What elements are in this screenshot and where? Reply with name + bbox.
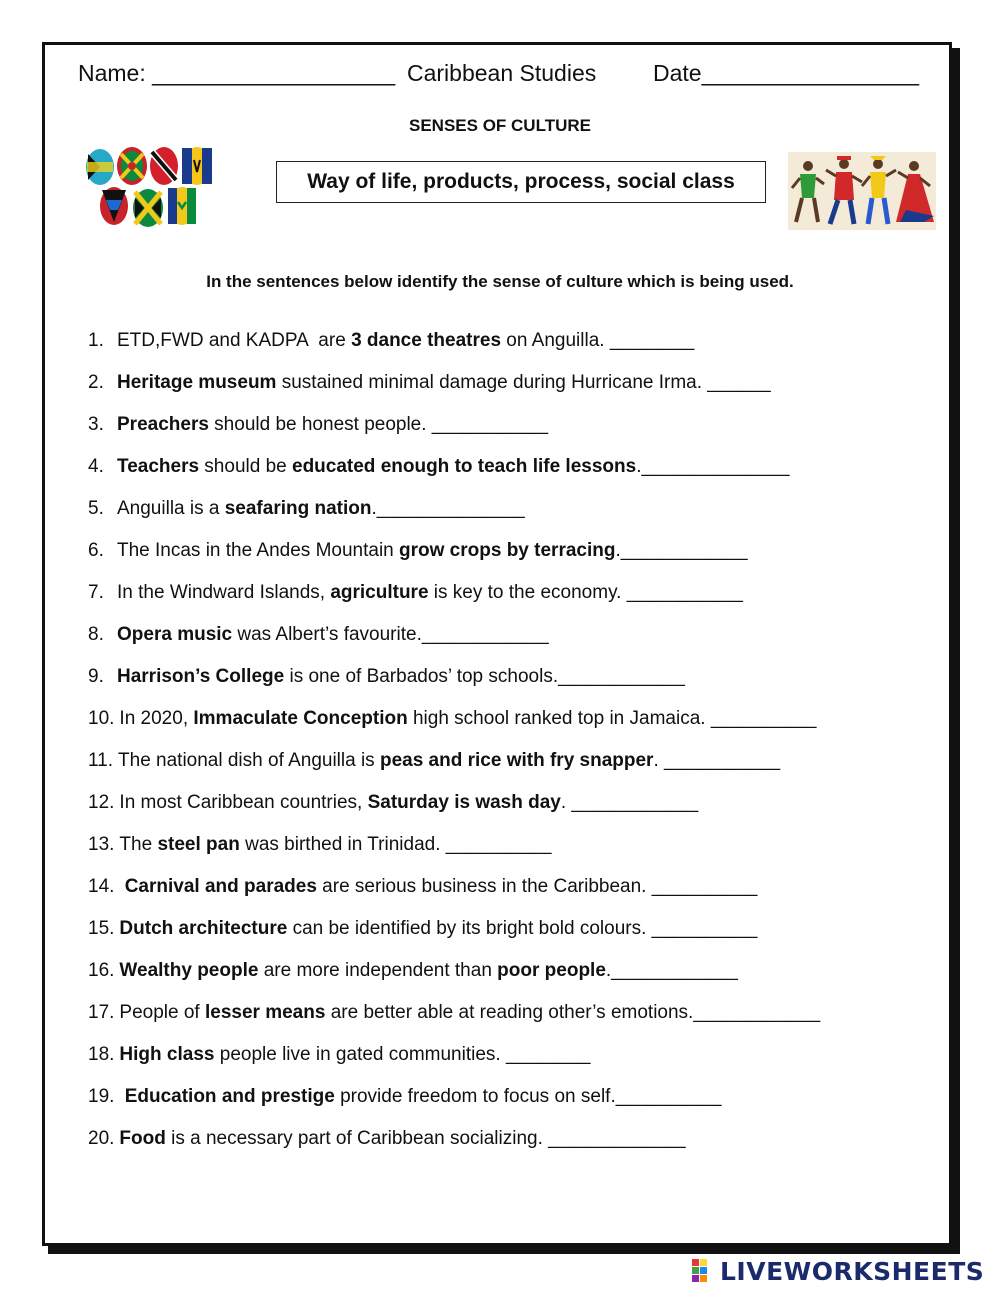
question-text[interactable] — [117, 328, 694, 370]
question-item — [88, 496, 948, 538]
question-text[interactable] — [117, 664, 685, 706]
question-text[interactable] — [117, 412, 548, 454]
question-item — [88, 958, 948, 1000]
question-fragment: on Anguilla. ________ — [501, 330, 695, 351]
question-keyword: peas and rice with fry snapper — [379, 750, 654, 771]
question-text[interactable] — [117, 622, 549, 664]
question-text[interactable] — [119, 958, 738, 1000]
caribbean-flags-fingerprint-image — [82, 142, 227, 232]
question-fragment: The — [119, 834, 158, 855]
question-keyword: Teachers — [117, 456, 200, 477]
question-text[interactable] — [119, 1042, 590, 1084]
brand-name: LIVEWORKSHEETS — [720, 1256, 985, 1286]
liveworksheets-grid-icon — [692, 1259, 716, 1283]
question-item — [88, 706, 948, 748]
question-text[interactable] — [117, 538, 748, 580]
question-fragment: . ____________ — [560, 792, 699, 813]
dancer-3 — [862, 156, 896, 224]
question-text[interactable] — [118, 748, 780, 790]
name-field-label[interactable]: Name: ___________________ — [78, 60, 396, 86]
question-list — [88, 328, 948, 1168]
flag-st-vincent — [168, 187, 196, 225]
question-fragment: The Incas in the Andes Mountain — [117, 540, 400, 561]
question-number: 4. — [88, 456, 104, 477]
question-keyword: grow crops by terracing — [399, 540, 616, 561]
dancer-2 — [826, 156, 862, 224]
question-fragment: ETD,FWD and KADPA are — [117, 330, 352, 351]
question-keyword: educated enough to teach life lessons — [292, 456, 637, 477]
question-item — [88, 454, 948, 496]
instruction-text: In the sentences below identify the sense of culture which is being used. — [206, 272, 794, 291]
question-fragment: Anguilla is a — [117, 498, 225, 519]
question-text[interactable] — [119, 790, 698, 832]
question-item — [88, 538, 948, 580]
question-fragment: .____________ — [615, 540, 748, 561]
question-keyword: Immaculate Conception — [193, 708, 408, 729]
question-keyword: Wealthy people — [119, 960, 259, 981]
question-keyword: Carnival and parades — [124, 876, 317, 897]
question-fragment: was Albert’s favourite.____________ — [232, 624, 549, 645]
question-fragment: sustained minimal damage during Hurricane Irma. ______ — [276, 372, 771, 393]
question-fragment: was birthed in Trinidad. __________ — [239, 834, 552, 855]
question-number: 7. — [88, 582, 104, 603]
question-number: 6. — [88, 540, 104, 561]
question-item — [88, 328, 948, 370]
question-keyword: seafaring nation — [224, 498, 372, 519]
question-fragment: . ___________ — [653, 750, 781, 771]
question-number: 9. — [88, 666, 104, 687]
question-number: 18. — [88, 1044, 115, 1065]
page-title: SENSES OF CULTURE — [409, 116, 591, 135]
question-item — [88, 370, 948, 412]
flag-barbados — [182, 147, 212, 185]
question-keyword: Heritage museum — [117, 372, 277, 393]
question-number: 3. — [88, 414, 104, 435]
question-fragment: are serious business in the Caribbean. __________ — [316, 876, 758, 897]
question-text[interactable] — [117, 496, 525, 538]
question-text[interactable] — [119, 874, 757, 916]
question-number: 11. — [88, 750, 114, 771]
question-fragment: is key to the economy. ___________ — [428, 582, 743, 603]
question-fragment: is one of Barbados’ top schools.____________ — [284, 666, 685, 687]
dancer-4 — [896, 161, 934, 222]
dancer-1 — [792, 161, 824, 222]
flag-jamaica — [133, 189, 163, 227]
question-fragment: provide freedom to focus on self.__________ — [334, 1086, 722, 1107]
liveworksheets-logo[interactable] — [692, 1256, 984, 1286]
question-item — [88, 748, 948, 790]
question-keyword: Dutch architecture — [119, 918, 288, 939]
flag-bahamas — [86, 149, 114, 185]
key-terms-box: Way of life, products, process, social class — [276, 161, 766, 203]
question-fragment: high school ranked top in Jamaica. __________ — [407, 708, 817, 729]
question-item — [88, 1000, 948, 1042]
subject-label: Caribbean Studies — [407, 60, 597, 86]
question-number: 8. — [88, 624, 104, 645]
question-keyword: Education and prestige — [124, 1086, 335, 1107]
question-text[interactable] — [117, 580, 743, 622]
question-keyword: Saturday is wash day — [367, 792, 561, 813]
question-fragment: is a necessary part of Caribbean socializing. _____________ — [165, 1128, 686, 1149]
question-item — [88, 412, 948, 454]
question-number: 16. — [88, 960, 115, 981]
question-fragment: are more independent than — [258, 960, 498, 981]
question-keyword: poor people — [497, 960, 606, 981]
question-fragment: The national dish of Anguilla is — [118, 750, 380, 771]
question-fragment: can be identified by its bright bold colours. __________ — [287, 918, 758, 939]
question-number: 19. — [88, 1086, 115, 1107]
question-item — [88, 580, 948, 622]
question-number: 17. — [88, 1002, 115, 1023]
question-item — [88, 622, 948, 664]
question-fragment: .______________ — [636, 456, 790, 477]
question-item — [88, 874, 948, 916]
question-keyword: agriculture — [330, 582, 429, 603]
question-text[interactable] — [119, 1126, 685, 1168]
question-number: 13. — [88, 834, 115, 855]
question-fragment: In 2020, — [119, 708, 194, 729]
question-text[interactable] — [119, 706, 816, 748]
question-keyword: Harrison’s College — [117, 666, 285, 687]
question-keyword: High class — [119, 1044, 215, 1065]
question-item — [88, 664, 948, 706]
question-fragment: .____________ — [605, 960, 738, 981]
question-text[interactable] — [119, 832, 551, 874]
question-number: 10. — [88, 708, 115, 729]
question-item — [88, 1042, 948, 1084]
question-number: 5. — [88, 498, 104, 519]
question-item — [88, 790, 948, 832]
question-item — [88, 916, 948, 958]
question-keyword: steel pan — [157, 834, 240, 855]
question-text[interactable] — [117, 370, 771, 412]
question-number: 12. — [88, 792, 115, 813]
flag-grenada — [117, 147, 147, 185]
question-fragment: should be — [199, 456, 292, 477]
question-fragment: should be honest people. ___________ — [208, 414, 549, 435]
question-fragment: people live in gated communities. ________ — [214, 1044, 591, 1065]
question-text[interactable] — [119, 1084, 721, 1126]
question-fragment: .______________ — [371, 498, 525, 519]
question-number: 15. — [88, 918, 115, 939]
question-text[interactable] — [117, 454, 789, 496]
question-number: 14. — [88, 876, 115, 897]
question-item — [88, 832, 948, 874]
question-keyword: Preachers — [117, 414, 209, 435]
question-item — [88, 1126, 948, 1168]
question-keyword: 3 dance theatres — [351, 330, 502, 351]
question-text[interactable] — [119, 1000, 820, 1042]
question-fragment: In the Windward Islands, — [117, 582, 331, 603]
question-keyword: lesser means — [205, 1002, 326, 1023]
question-keyword: Food — [119, 1128, 166, 1149]
worksheet-header — [78, 60, 938, 92]
question-keyword: Opera music — [117, 624, 233, 645]
question-fragment: are better able at reading other’s emotions.____________ — [325, 1002, 821, 1023]
question-item — [88, 1084, 948, 1126]
flag-antigua — [100, 187, 128, 225]
question-number: 2. — [88, 372, 104, 393]
date-field-label[interactable]: Date_________________ — [653, 60, 920, 86]
flag-trinidad — [150, 147, 178, 185]
caribbean-dancers-image — [788, 152, 936, 230]
question-number: 20. — [88, 1128, 115, 1149]
question-text[interactable] — [119, 916, 757, 958]
question-fragment: In most Caribbean countries, — [119, 792, 368, 813]
question-fragment: People of — [119, 1002, 205, 1023]
question-number: 1. — [88, 330, 104, 351]
